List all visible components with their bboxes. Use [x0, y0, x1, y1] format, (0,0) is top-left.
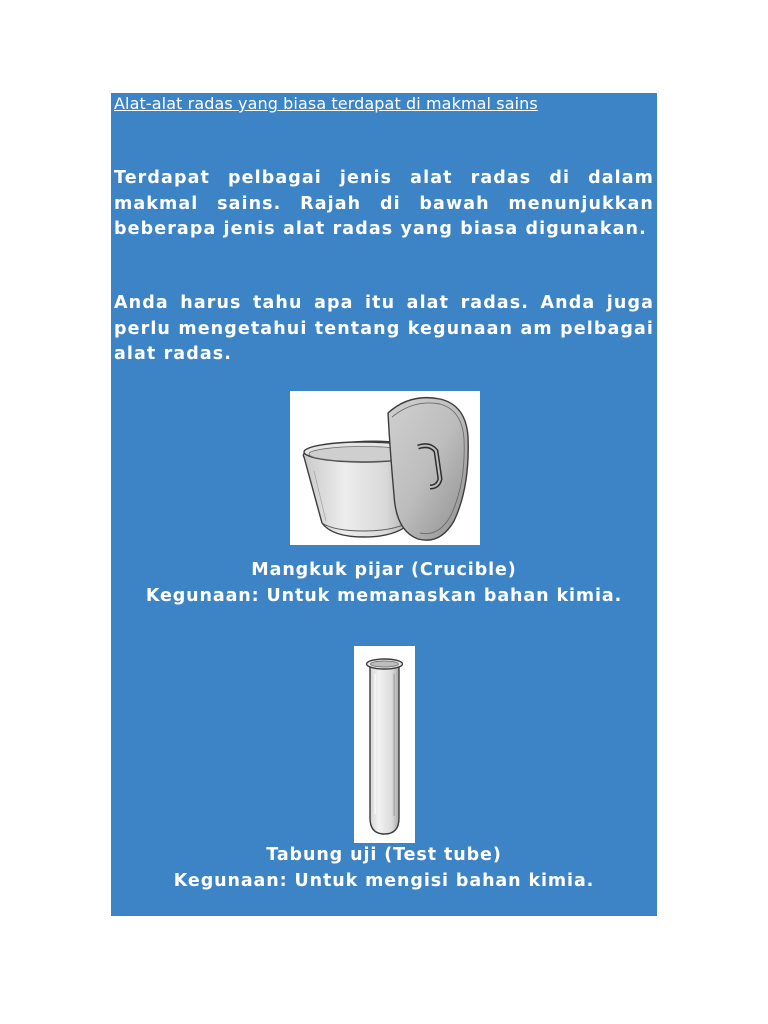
heading-link[interactable]: Alat-alat radas yang biasa terdapat di makmal sains: [114, 94, 538, 113]
crucible-name: Mangkuk pijar (Crucible): [251, 560, 517, 580]
crucible-icon: [290, 391, 480, 545]
crucible-use: Kegunaan: Untuk memanaskan bahan kimia.: [145, 586, 623, 606]
crucible-figure: [290, 391, 480, 545]
intro-paragraph-1: Terdapat pelbagai jenis alat radas di dalam makmal sains. Rajah di bawah menunjukkan beberapa jenis alat radas yang biasa digunakan.: [114, 168, 654, 239]
test-tube-figure: [354, 646, 415, 843]
test-tube-use: Kegunaan: Untuk mengisi bahan kimia.: [173, 871, 595, 891]
intro-paragraph-2: Anda harus tahu apa itu alat radas. Anda juga perlu mengetahui tentang kegunaan am pelbagai alat radas.: [114, 293, 654, 364]
test-tube-name: Tabung uji (Test tube): [266, 845, 502, 865]
test-tube-icon: [354, 646, 415, 843]
content-panel: [111, 93, 657, 916]
